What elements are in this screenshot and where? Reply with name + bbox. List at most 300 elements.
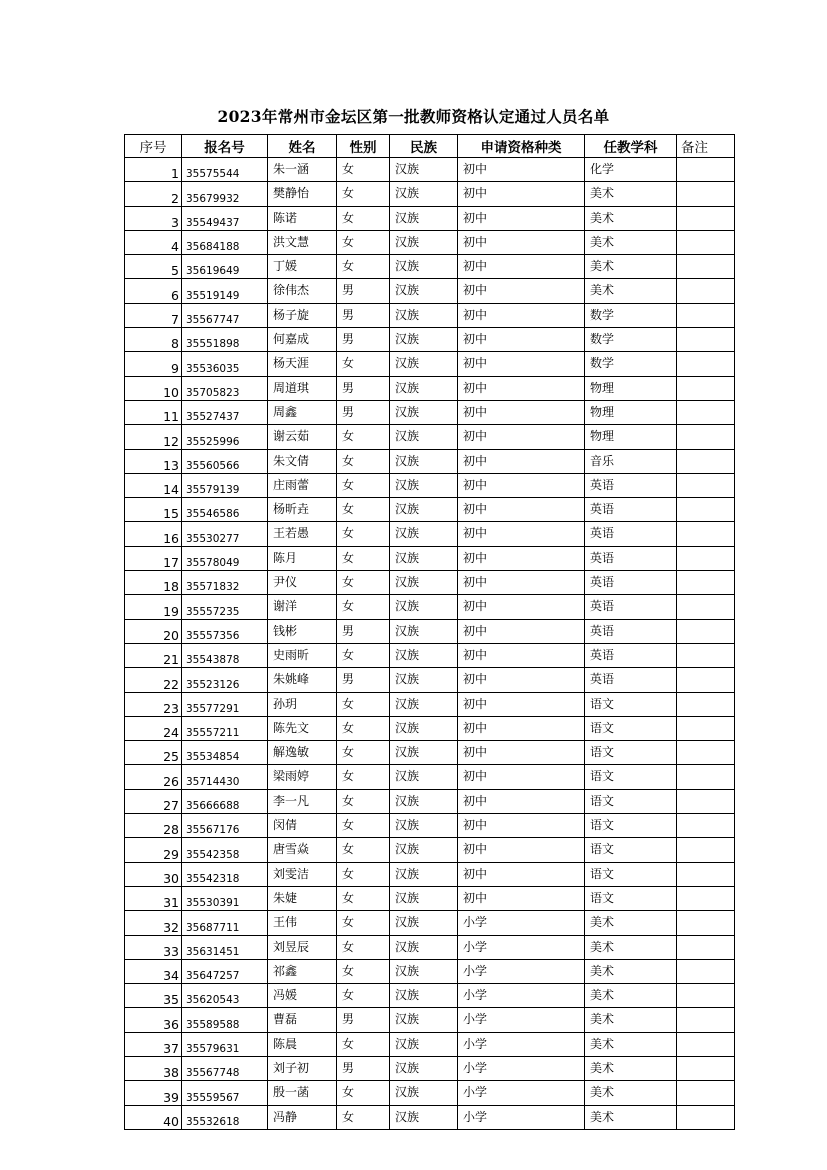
gender-cell: 男 xyxy=(337,400,390,424)
reg-no-cell: 35714430 xyxy=(182,765,268,789)
ethnicity-cell: 汉族 xyxy=(390,886,458,910)
seq-cell: 36 xyxy=(125,1008,182,1032)
name-cell: 刘子初 xyxy=(268,1056,337,1080)
cert-type-cell: 初中 xyxy=(458,303,585,327)
table-row xyxy=(125,692,735,716)
remarks-cell xyxy=(677,643,735,667)
seq-cell: 3 xyxy=(125,206,182,230)
seq-cell: 17 xyxy=(125,546,182,570)
cert-type-cell: 初中 xyxy=(458,668,585,692)
ethnicity-cell: 汉族 xyxy=(390,158,458,182)
ethnicity-cell: 汉族 xyxy=(390,741,458,765)
name-cell: 朱一涵 xyxy=(268,158,337,182)
cert-type-cell: 初中 xyxy=(458,279,585,303)
header-cert-type: 申请资格种类 xyxy=(458,135,585,158)
ethnicity-cell: 汉族 xyxy=(390,1081,458,1105)
remarks-cell xyxy=(677,886,735,910)
subject-cell: 语文 xyxy=(585,838,677,862)
gender-cell: 女 xyxy=(337,959,390,983)
roster-table xyxy=(124,134,735,1130)
seq-cell: 2 xyxy=(125,182,182,206)
seq-cell: 9 xyxy=(125,352,182,376)
gender-cell: 男 xyxy=(337,376,390,400)
ethnicity-cell: 汉族 xyxy=(390,668,458,692)
remarks-cell xyxy=(677,328,735,352)
table-row xyxy=(125,328,735,352)
cert-type-cell: 小学 xyxy=(458,1032,585,1056)
name-cell: 闵倩 xyxy=(268,814,337,838)
gender-cell: 男 xyxy=(337,619,390,643)
cert-type-cell: 初中 xyxy=(458,765,585,789)
cert-type-cell: 初中 xyxy=(458,473,585,497)
gender-cell: 女 xyxy=(337,255,390,279)
seq-cell: 6 xyxy=(125,279,182,303)
remarks-cell xyxy=(677,546,735,570)
remarks-cell xyxy=(677,425,735,449)
gender-cell: 女 xyxy=(337,814,390,838)
ethnicity-cell: 汉族 xyxy=(390,643,458,667)
seq-cell: 20 xyxy=(125,619,182,643)
subject-cell: 英语 xyxy=(585,595,677,619)
gender-cell: 男 xyxy=(337,303,390,327)
reg-no-cell: 35647257 xyxy=(182,959,268,983)
ethnicity-cell: 汉族 xyxy=(390,473,458,497)
name-cell: 朱姚峰 xyxy=(268,668,337,692)
name-cell: 周道琪 xyxy=(268,376,337,400)
seq-cell: 1 xyxy=(125,158,182,182)
remarks-cell xyxy=(677,279,735,303)
remarks-cell xyxy=(677,911,735,935)
table-row xyxy=(125,279,735,303)
ethnicity-cell: 汉族 xyxy=(390,814,458,838)
gender-cell: 男 xyxy=(337,1056,390,1080)
name-cell: 丁媛 xyxy=(268,255,337,279)
reg-no-cell: 35542358 xyxy=(182,838,268,862)
seq-cell: 13 xyxy=(125,449,182,473)
gender-cell: 女 xyxy=(337,984,390,1008)
gender-cell: 女 xyxy=(337,182,390,206)
subject-cell: 美术 xyxy=(585,182,677,206)
reg-no-cell: 35687711 xyxy=(182,911,268,935)
name-cell: 王若愚 xyxy=(268,522,337,546)
remarks-cell xyxy=(677,400,735,424)
reg-no-cell: 35705823 xyxy=(182,376,268,400)
name-cell: 殷一菡 xyxy=(268,1081,337,1105)
seq-cell: 28 xyxy=(125,814,182,838)
subject-cell: 美术 xyxy=(585,1008,677,1032)
name-cell: 陈月 xyxy=(268,546,337,570)
header-ethnicity: 民族 xyxy=(390,135,458,158)
remarks-cell xyxy=(677,692,735,716)
gender-cell: 女 xyxy=(337,158,390,182)
seq-cell: 5 xyxy=(125,255,182,279)
reg-no-cell: 35560566 xyxy=(182,449,268,473)
remarks-cell xyxy=(677,1081,735,1105)
reg-no-cell: 35532618 xyxy=(182,1105,268,1129)
reg-no-cell: 35519149 xyxy=(182,279,268,303)
ethnicity-cell: 汉族 xyxy=(390,255,458,279)
seq-cell: 26 xyxy=(125,765,182,789)
remarks-cell xyxy=(677,1032,735,1056)
cert-type-cell: 小学 xyxy=(458,1056,585,1080)
reg-no-cell: 35567748 xyxy=(182,1056,268,1080)
reg-no-cell: 35543878 xyxy=(182,643,268,667)
ethnicity-cell: 汉族 xyxy=(390,522,458,546)
header-seq: 序号 xyxy=(125,135,182,158)
name-cell: 杨子旋 xyxy=(268,303,337,327)
seq-cell: 35 xyxy=(125,984,182,1008)
ethnicity-cell: 汉族 xyxy=(390,1032,458,1056)
table-row xyxy=(125,619,735,643)
remarks-cell xyxy=(677,935,735,959)
subject-cell: 语文 xyxy=(585,716,677,740)
reg-no-cell: 35684188 xyxy=(182,230,268,254)
remarks-cell xyxy=(677,182,735,206)
remarks-cell xyxy=(677,984,735,1008)
table-row xyxy=(125,158,735,182)
name-cell: 何嘉成 xyxy=(268,328,337,352)
gender-cell: 女 xyxy=(337,935,390,959)
ethnicity-cell: 汉族 xyxy=(390,449,458,473)
name-cell: 冯静 xyxy=(268,1105,337,1129)
table-row xyxy=(125,911,735,935)
reg-no-cell: 35527437 xyxy=(182,400,268,424)
remarks-cell xyxy=(677,789,735,813)
cert-type-cell: 初中 xyxy=(458,158,585,182)
table-row xyxy=(125,498,735,522)
remarks-cell xyxy=(677,376,735,400)
table-row xyxy=(125,449,735,473)
cert-type-cell: 小学 xyxy=(458,984,585,1008)
table-row xyxy=(125,814,735,838)
name-cell: 史雨昕 xyxy=(268,643,337,667)
table-row xyxy=(125,959,735,983)
reg-no-cell: 35575544 xyxy=(182,158,268,182)
remarks-cell xyxy=(677,595,735,619)
reg-no-cell: 35666688 xyxy=(182,789,268,813)
table-row xyxy=(125,425,735,449)
ethnicity-cell: 汉族 xyxy=(390,279,458,303)
reg-no-cell: 35567747 xyxy=(182,303,268,327)
reg-no-cell: 35579631 xyxy=(182,1032,268,1056)
table-row xyxy=(125,862,735,886)
subject-cell: 英语 xyxy=(585,498,677,522)
seq-cell: 29 xyxy=(125,838,182,862)
reg-no-cell: 35530277 xyxy=(182,522,268,546)
name-cell: 李一凡 xyxy=(268,789,337,813)
name-cell: 尹仪 xyxy=(268,571,337,595)
subject-cell: 美术 xyxy=(585,935,677,959)
cert-type-cell: 初中 xyxy=(458,182,585,206)
table-row xyxy=(125,230,735,254)
seq-cell: 16 xyxy=(125,522,182,546)
gender-cell: 女 xyxy=(337,838,390,862)
subject-cell: 美术 xyxy=(585,279,677,303)
cert-type-cell: 初中 xyxy=(458,522,585,546)
remarks-cell xyxy=(677,230,735,254)
name-cell: 杨天涯 xyxy=(268,352,337,376)
ethnicity-cell: 汉族 xyxy=(390,230,458,254)
name-cell: 刘昱辰 xyxy=(268,935,337,959)
seq-cell: 31 xyxy=(125,886,182,910)
subject-cell: 英语 xyxy=(585,473,677,497)
name-cell: 谢云茹 xyxy=(268,425,337,449)
ethnicity-cell: 汉族 xyxy=(390,546,458,570)
seq-cell: 40 xyxy=(125,1105,182,1129)
table-row xyxy=(125,571,735,595)
subject-cell: 数学 xyxy=(585,303,677,327)
seq-cell: 11 xyxy=(125,400,182,424)
cert-type-cell: 小学 xyxy=(458,935,585,959)
name-cell: 陈先文 xyxy=(268,716,337,740)
name-cell: 朱文倩 xyxy=(268,449,337,473)
gender-cell: 女 xyxy=(337,230,390,254)
subject-cell: 美术 xyxy=(585,984,677,1008)
gender-cell: 女 xyxy=(337,765,390,789)
reg-no-cell: 35557211 xyxy=(182,716,268,740)
table-row xyxy=(125,376,735,400)
reg-no-cell: 35679932 xyxy=(182,182,268,206)
table-row xyxy=(125,1105,735,1129)
gender-cell: 女 xyxy=(337,352,390,376)
remarks-cell xyxy=(677,1105,735,1129)
gender-cell: 女 xyxy=(337,1032,390,1056)
gender-cell: 男 xyxy=(337,668,390,692)
ethnicity-cell: 汉族 xyxy=(390,765,458,789)
ethnicity-cell: 汉族 xyxy=(390,959,458,983)
cert-type-cell: 初中 xyxy=(458,692,585,716)
subject-cell: 物理 xyxy=(585,400,677,424)
subject-cell: 物理 xyxy=(585,425,677,449)
subject-cell: 美术 xyxy=(585,206,677,230)
seq-cell: 24 xyxy=(125,716,182,740)
remarks-cell xyxy=(677,206,735,230)
seq-cell: 38 xyxy=(125,1056,182,1080)
reg-no-cell: 35620543 xyxy=(182,984,268,1008)
cert-type-cell: 初中 xyxy=(458,716,585,740)
subject-cell: 美术 xyxy=(585,230,677,254)
reg-no-cell: 35567176 xyxy=(182,814,268,838)
name-cell: 杨昕垚 xyxy=(268,498,337,522)
gender-cell: 女 xyxy=(337,692,390,716)
ethnicity-cell: 汉族 xyxy=(390,400,458,424)
reg-no-cell: 35536035 xyxy=(182,352,268,376)
gender-cell: 女 xyxy=(337,206,390,230)
name-cell: 陈诺 xyxy=(268,206,337,230)
subject-cell: 英语 xyxy=(585,522,677,546)
header-remarks: 备注 xyxy=(677,135,735,158)
table-row xyxy=(125,352,735,376)
seq-cell: 27 xyxy=(125,789,182,813)
gender-cell: 男 xyxy=(337,279,390,303)
reg-no-cell: 35589588 xyxy=(182,1008,268,1032)
cert-type-cell: 初中 xyxy=(458,498,585,522)
reg-no-cell: 35525996 xyxy=(182,425,268,449)
table-row xyxy=(125,765,735,789)
subject-cell: 英语 xyxy=(585,571,677,595)
ethnicity-cell: 汉族 xyxy=(390,619,458,643)
subject-cell: 音乐 xyxy=(585,449,677,473)
remarks-cell xyxy=(677,1056,735,1080)
seq-cell: 7 xyxy=(125,303,182,327)
seq-cell: 34 xyxy=(125,959,182,983)
subject-cell: 美术 xyxy=(585,1081,677,1105)
ethnicity-cell: 汉族 xyxy=(390,911,458,935)
cert-type-cell: 初中 xyxy=(458,255,585,279)
subject-cell: 美术 xyxy=(585,959,677,983)
cert-type-cell: 初中 xyxy=(458,789,585,813)
remarks-cell xyxy=(677,449,735,473)
remarks-cell xyxy=(677,498,735,522)
seq-cell: 12 xyxy=(125,425,182,449)
table-row xyxy=(125,1081,735,1105)
table-row xyxy=(125,984,735,1008)
subject-cell: 数学 xyxy=(585,352,677,376)
name-cell: 朱婕 xyxy=(268,886,337,910)
reg-no-cell: 35577291 xyxy=(182,692,268,716)
cert-type-cell: 初中 xyxy=(458,425,585,449)
gender-cell: 女 xyxy=(337,1081,390,1105)
reg-no-cell: 35579139 xyxy=(182,473,268,497)
seq-cell: 21 xyxy=(125,643,182,667)
cert-type-cell: 初中 xyxy=(458,643,585,667)
name-cell: 冯媛 xyxy=(268,984,337,1008)
table-row xyxy=(125,716,735,740)
header-subject: 任教学科 xyxy=(585,135,677,158)
subject-cell: 美术 xyxy=(585,1032,677,1056)
gender-cell: 女 xyxy=(337,643,390,667)
table-row xyxy=(125,643,735,667)
ethnicity-cell: 汉族 xyxy=(390,328,458,352)
remarks-cell xyxy=(677,716,735,740)
reg-no-cell: 35523126 xyxy=(182,668,268,692)
gender-cell: 女 xyxy=(337,425,390,449)
table-row xyxy=(125,1008,735,1032)
subject-cell: 语文 xyxy=(585,741,677,765)
remarks-cell xyxy=(677,522,735,546)
ethnicity-cell: 汉族 xyxy=(390,1008,458,1032)
reg-no-cell: 35571832 xyxy=(182,571,268,595)
table-row xyxy=(125,546,735,570)
subject-cell: 语文 xyxy=(585,789,677,813)
seq-cell: 15 xyxy=(125,498,182,522)
cert-type-cell: 小学 xyxy=(458,1008,585,1032)
seq-cell: 8 xyxy=(125,328,182,352)
remarks-cell xyxy=(677,619,735,643)
table-row xyxy=(125,668,735,692)
cert-type-cell: 初中 xyxy=(458,741,585,765)
remarks-cell xyxy=(677,765,735,789)
remarks-cell xyxy=(677,668,735,692)
gender-cell: 女 xyxy=(337,789,390,813)
table-row xyxy=(125,400,735,424)
name-cell: 洪文慧 xyxy=(268,230,337,254)
ethnicity-cell: 汉族 xyxy=(390,206,458,230)
table-row xyxy=(125,886,735,910)
remarks-cell xyxy=(677,158,735,182)
subject-cell: 美术 xyxy=(585,255,677,279)
cert-type-cell: 初中 xyxy=(458,619,585,643)
seq-cell: 14 xyxy=(125,473,182,497)
ethnicity-cell: 汉族 xyxy=(390,303,458,327)
cert-type-cell: 初中 xyxy=(458,814,585,838)
remarks-cell xyxy=(677,741,735,765)
gender-cell: 女 xyxy=(337,522,390,546)
reg-no-cell: 35546586 xyxy=(182,498,268,522)
seq-cell: 32 xyxy=(125,911,182,935)
seq-cell: 39 xyxy=(125,1081,182,1105)
table-row xyxy=(125,789,735,813)
table-row xyxy=(125,522,735,546)
gender-cell: 女 xyxy=(337,546,390,570)
name-cell: 钱彬 xyxy=(268,619,337,643)
ethnicity-cell: 汉族 xyxy=(390,935,458,959)
table-row xyxy=(125,838,735,862)
cert-type-cell: 初中 xyxy=(458,546,585,570)
ethnicity-cell: 汉族 xyxy=(390,571,458,595)
seq-cell: 30 xyxy=(125,862,182,886)
table-row xyxy=(125,935,735,959)
subject-cell: 语文 xyxy=(585,886,677,910)
table-row xyxy=(125,206,735,230)
name-cell: 王伟 xyxy=(268,911,337,935)
subject-cell: 美术 xyxy=(585,911,677,935)
gender-cell: 男 xyxy=(337,1008,390,1032)
reg-no-cell: 35542318 xyxy=(182,862,268,886)
gender-cell: 女 xyxy=(337,449,390,473)
remarks-cell xyxy=(677,959,735,983)
ethnicity-cell: 汉族 xyxy=(390,376,458,400)
seq-cell: 33 xyxy=(125,935,182,959)
header-row xyxy=(125,135,735,158)
name-cell: 祁鑫 xyxy=(268,959,337,983)
remarks-cell xyxy=(677,571,735,595)
name-cell: 徐伟杰 xyxy=(268,279,337,303)
ethnicity-cell: 汉族 xyxy=(390,352,458,376)
subject-cell: 物理 xyxy=(585,376,677,400)
table-row xyxy=(125,741,735,765)
seq-cell: 4 xyxy=(125,230,182,254)
table-row xyxy=(125,1056,735,1080)
cert-type-cell: 小学 xyxy=(458,1081,585,1105)
seq-cell: 25 xyxy=(125,741,182,765)
reg-no-cell: 35551898 xyxy=(182,328,268,352)
cert-type-cell: 初中 xyxy=(458,886,585,910)
reg-no-cell: 35534854 xyxy=(182,741,268,765)
header-name: 姓名 xyxy=(268,135,337,158)
remarks-cell xyxy=(677,862,735,886)
gender-cell: 女 xyxy=(337,911,390,935)
ethnicity-cell: 汉族 xyxy=(390,425,458,449)
subject-cell: 英语 xyxy=(585,643,677,667)
reg-no-cell: 35578049 xyxy=(182,546,268,570)
cert-type-cell: 初中 xyxy=(458,328,585,352)
seq-cell: 19 xyxy=(125,595,182,619)
cert-type-cell: 小学 xyxy=(458,959,585,983)
remarks-cell xyxy=(677,303,735,327)
remarks-cell xyxy=(677,1008,735,1032)
table-row xyxy=(125,182,735,206)
remarks-cell xyxy=(677,814,735,838)
ethnicity-cell: 汉族 xyxy=(390,862,458,886)
cert-type-cell: 初中 xyxy=(458,449,585,473)
ethnicity-cell: 汉族 xyxy=(390,1105,458,1129)
gender-cell: 女 xyxy=(337,716,390,740)
ethnicity-cell: 汉族 xyxy=(390,595,458,619)
gender-cell: 女 xyxy=(337,498,390,522)
ethnicity-cell: 汉族 xyxy=(390,1056,458,1080)
seq-cell: 37 xyxy=(125,1032,182,1056)
